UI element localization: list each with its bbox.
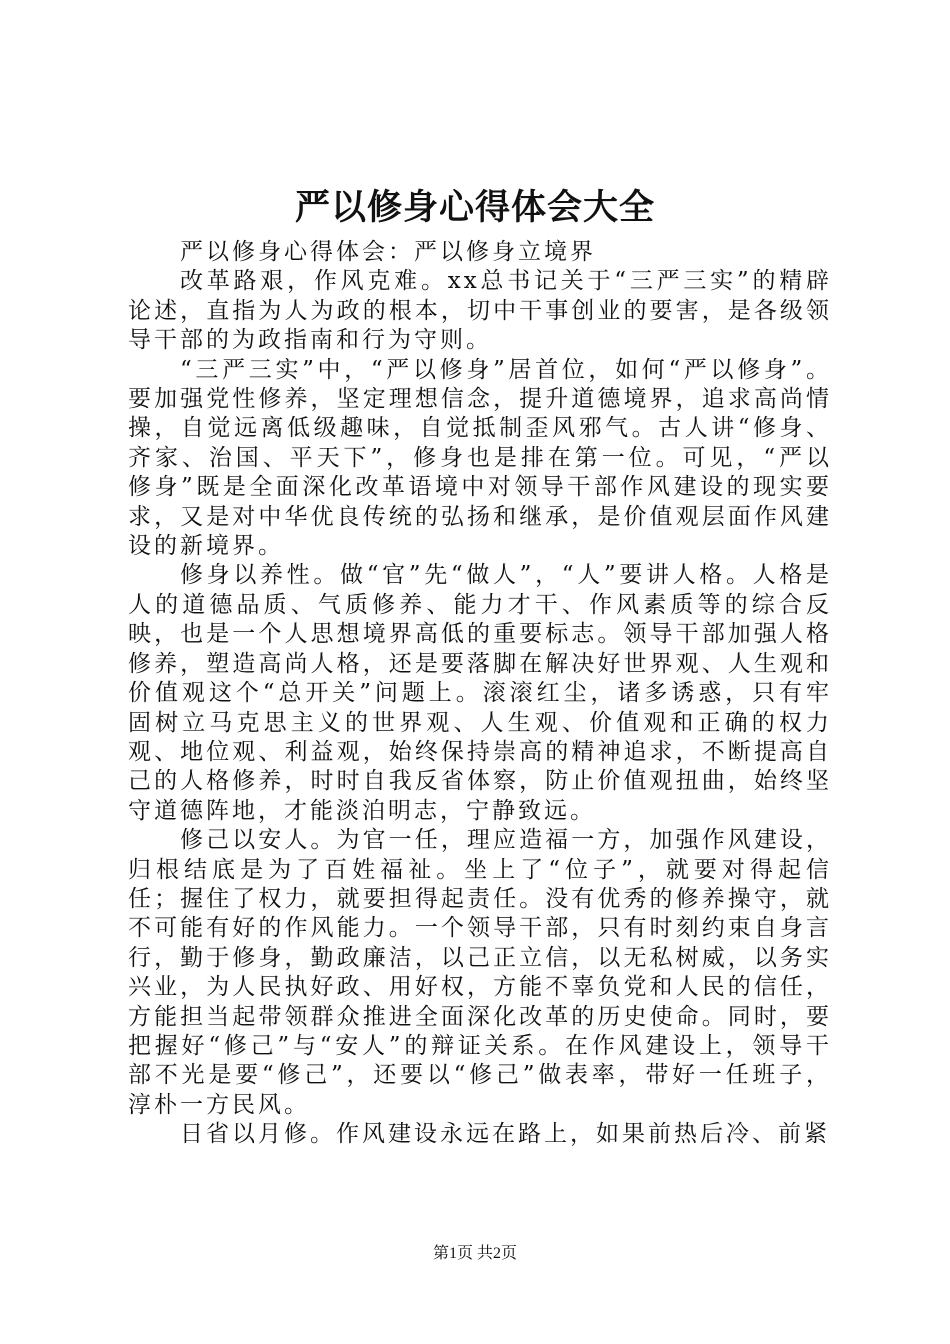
- page-number-footer: 第1页 共2页: [432, 1245, 517, 1262]
- subtitle-paragraph: 严以修身心得体会：严以修身立境界: [180, 239, 596, 265]
- body-paragraph: 日省以月修。作风建设永远在路上，如果前热后冷、前紧: [180, 1121, 830, 1148]
- body-paragraph: 修己以安人。为官一任，理应造福一方，加强作风建设，归根结底是为了百姓福祉。坐上了“位子”，就要对得起信任；握住了权力，就要担得起责任。没有优秀的修养操守，就不可能有好的作风能力。一个领导干部，只有时刻约束自身言行，勤于修身，勤政廉洁，以己正立信，以无私树威，以务实兴业，为人民执好政、用好权，方能不辜负党和人民的信任，方能担当起带领群众推进全面深化改革的历史使命。同时，要把握好“修己”与“安人”的辩证关系。在作风建设上，领导干部不光是要“修己”，还要以“修己”做表率，带好一任班子，淳朴一方民风。: [128, 827, 832, 1118]
- page-title: 严以修身心得体会大全: [294, 188, 655, 228]
- body-paragraph: 改革路艰，作风克难。xx总书记关于“三严三实”的精辟论述，直指为人为政的根本，切中干事创业的要害，是各级领导干部的为政指南和行为守则。: [128, 268, 832, 354]
- body-paragraph: “三严三实”中，“严以修身”居首位，如何“严以修身”。要加强党性修养，坚定理想信念，提升道德境界，追求高尚情操，自觉远离低级趣味，自觉抵制歪风邪气。古人讲“修身、齐家、治国、平天下”，修身也是排在第一位。可见，“严以修身”既是全面深化改革语境中对领导干部作风建设的现实要求，又是对中华优良传统的弘扬和继承，是价值观层面作风建设的新境界。: [128, 356, 832, 560]
- document-body: [128, 238, 832, 1150]
- body-paragraph: 修身以养性。做“官”先“做人”，“人”要讲人格。人格是人的道德品质、气质修养、能力才干、作风素质等的综合反映，也是一个人思想境界高低的重要标志。领导干部加强人格修养，塑造高尚人格，还是要落脚在解决好世界观、人生观和价值观这个“总开关”问题上。滚滚红尘，诸多诱惑，只有牢固树立马克思主义的世界观、人生观、价值观和正确的权力观、地位观、利益观，始终保持崇高的精神追求，不断提高自己的人格修养，时时自我反省体察，防止价值观扭曲，始终坚守道德阵地，才能淡泊明志，宁静致远。: [128, 562, 832, 824]
